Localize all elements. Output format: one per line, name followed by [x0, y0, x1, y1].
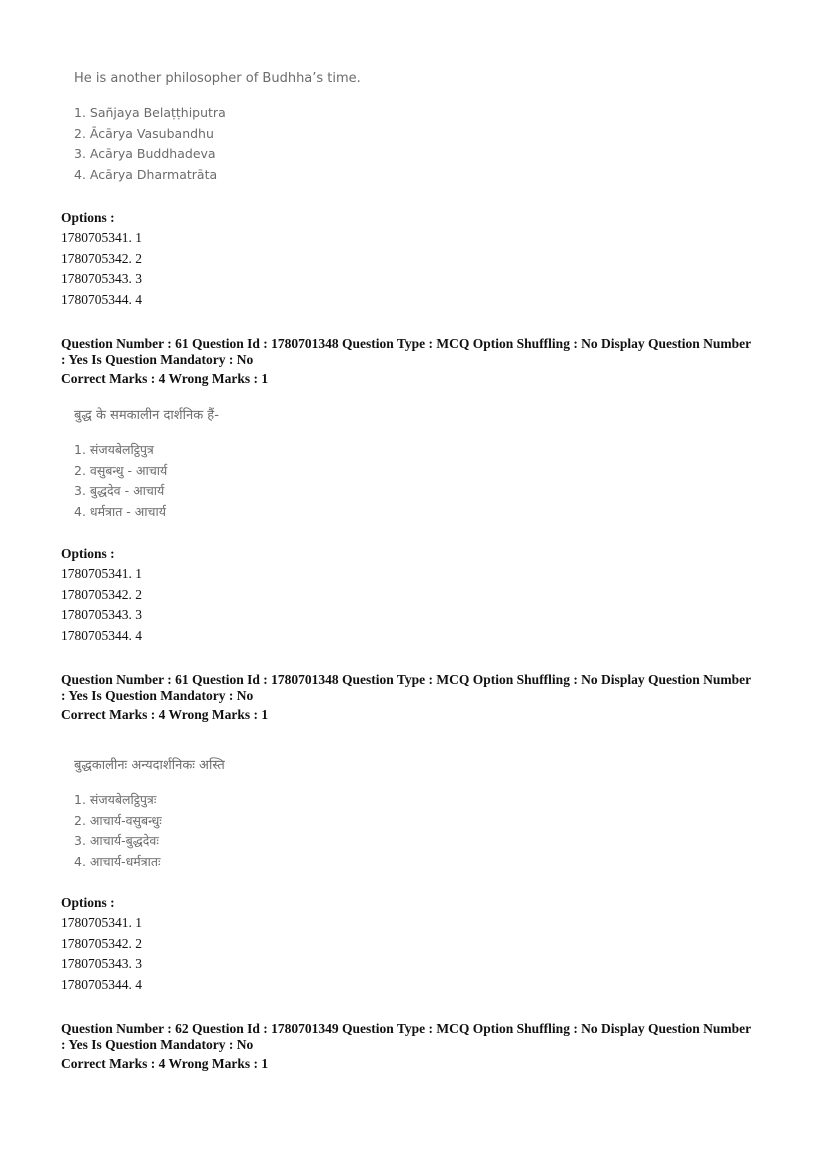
options-label: Options : [61, 895, 115, 910]
option-item: 1780705342. 2 [61, 586, 142, 602]
option-item: 1780705343. 3 [61, 956, 142, 972]
question-image-english [74, 71, 374, 185]
question-choices [74, 103, 374, 185]
options-label: Options : [61, 546, 115, 561]
question-choice: 1. संजयबेलट्ठिपुत्रः [74, 792, 157, 807]
question-choice: 4. Acārya Dharmatrāta [74, 166, 218, 182]
question-choice: 1. संजयबेलट्ठिपुत्र [74, 442, 154, 457]
question-text: बुद्धकालीनः अन्यदार्शनिकः अस्ति [74, 758, 225, 773]
question-image-hindi [74, 405, 374, 522]
question-meta-line: : Yes Is Question Mandatory : No [61, 352, 254, 367]
question-meta-line: : Yes Is Question Mandatory : No [61, 688, 254, 703]
marks-line: Correct Marks : 4 Wrong Marks : 1 [61, 371, 269, 386]
question-choices [74, 440, 374, 522]
question-meta [61, 336, 769, 368]
option-item: 1780705341. 1 [61, 915, 142, 930]
question-choices [74, 790, 374, 872]
option-item: 1780705343. 3 [61, 271, 142, 287]
question-choice: 2. Ācārya Vasubandhu [74, 125, 214, 141]
question-meta-line: : Yes Is Question Mandatory : No [61, 1037, 254, 1052]
question-image-sanskrit [74, 755, 374, 872]
question-choice: 4. आचार्य-धर्मत्रातः [74, 853, 161, 869]
option-item: 1780705342. 2 [61, 250, 142, 266]
question-choice: 4. धर्मत्रात - आचार्य [74, 503, 166, 519]
question-text: He is another philosopher of Budhha’s time. [74, 71, 361, 86]
options-label: Options : [61, 210, 115, 225]
question-meta [61, 1021, 769, 1053]
question-meta-line: Question Number : 61 Question Id : 1780701348 Question Type : MCQ Option Shuffling : No Display Question Number [61, 672, 752, 687]
option-item: 1780705344. 4 [61, 627, 142, 643]
option-item: 1780705344. 4 [61, 291, 142, 307]
options-list [61, 913, 142, 995]
question-meta-line: Question Number : 61 Question Id : 1780701348 Question Type : MCQ Option Shuffling : No Display Question Number [61, 336, 752, 351]
question-choice: 2. आचार्य-वसुबन्धुः [74, 812, 162, 828]
question-text: बुद्ध के समकालीन दार्शनिक हैं- [74, 408, 219, 423]
option-item: 1780705343. 3 [61, 607, 142, 623]
question-choice: 1. Sañjaya Belaṭṭhiputra [74, 105, 226, 120]
question-meta-line: Question Number : 62 Question Id : 1780701349 Question Type : MCQ Option Shuffling : No Display Question Number [61, 1021, 752, 1036]
marks-line: Correct Marks : 4 Wrong Marks : 1 [61, 707, 269, 722]
question-choice: 3. आचार्य-बुद्धदेवः [74, 833, 159, 848]
option-item: 1780705344. 4 [61, 976, 142, 992]
option-item: 1780705341. 1 [61, 566, 142, 581]
marks-line: Correct Marks : 4 Wrong Marks : 1 [61, 1056, 269, 1071]
question-choice: 3. Acārya Buddhadeva [74, 146, 216, 161]
options-list [61, 228, 142, 310]
question-choice: 2. वसुबन्धु - आचार्य [74, 462, 168, 478]
option-item: 1780705341. 1 [61, 230, 142, 245]
option-item: 1780705342. 2 [61, 935, 142, 951]
options-list [61, 564, 142, 646]
question-meta [61, 672, 769, 704]
question-choice: 3. बुद्धदेव - आचार्य [74, 483, 165, 498]
